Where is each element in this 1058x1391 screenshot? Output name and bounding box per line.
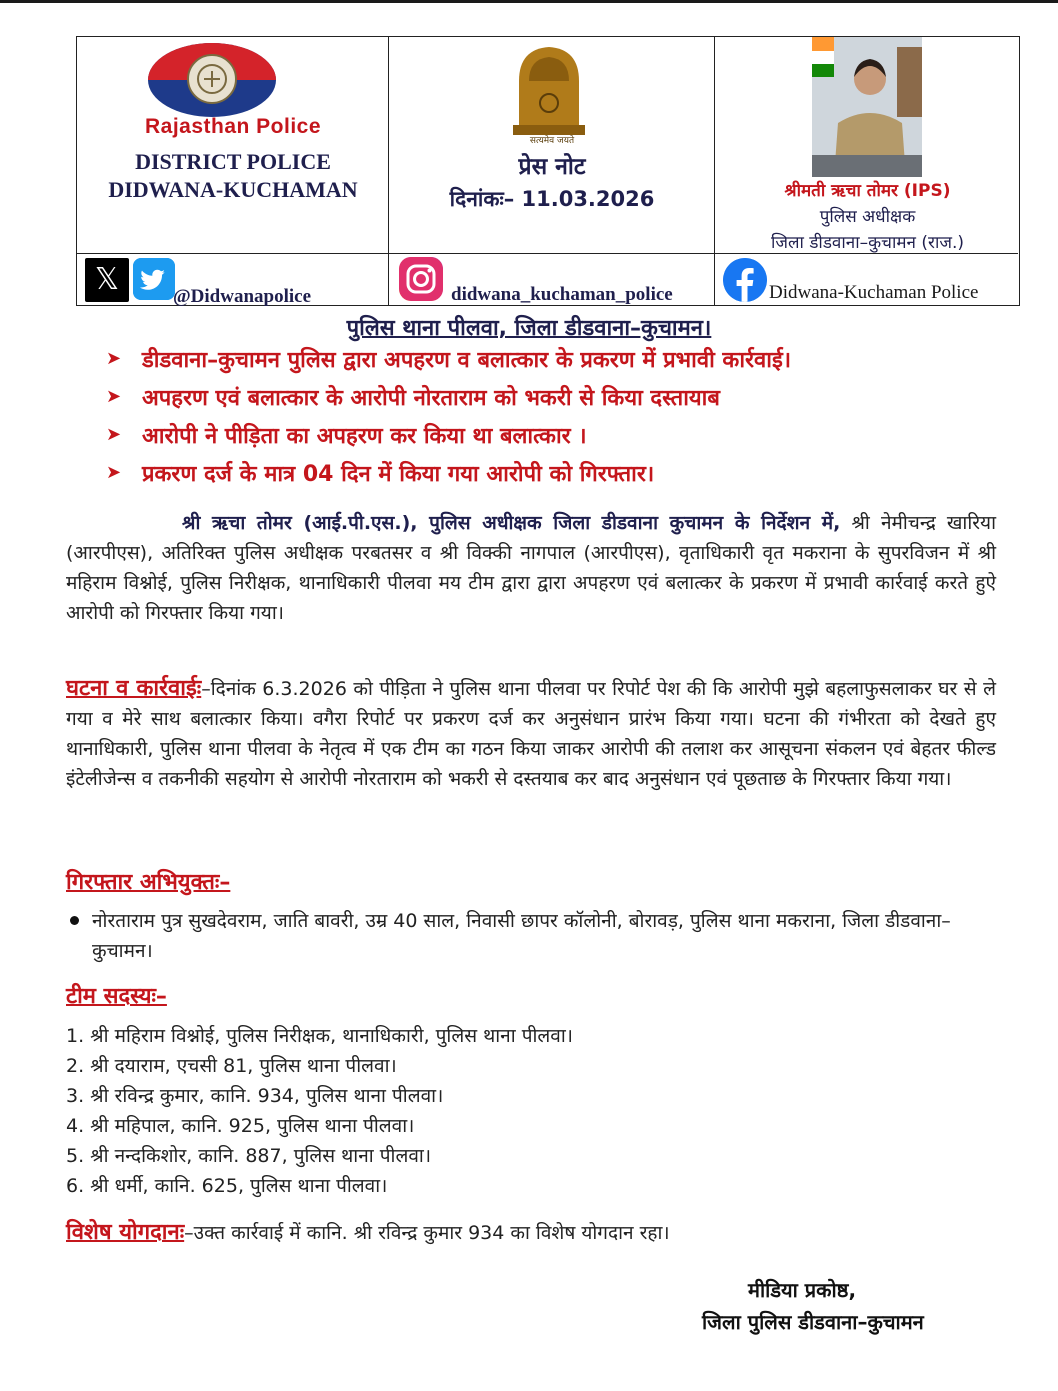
station-heading [0, 312, 1058, 342]
team-member: 4. श्री महिपाल, कानि. 925, पुलिस थाना पीलवा। [66, 1115, 415, 1137]
special-text: –उक्त कार्रवाई में कानि. श्री रविन्द्र कुमार 934 का विशेष योगदान रहा। [184, 1222, 670, 1244]
superintendent-cell [715, 37, 1020, 253]
superintendent-name: श्रीमती ऋचा तोमर (IPS) [784, 181, 951, 201]
facebook-icon [723, 258, 767, 302]
org-name: Rajasthan Police [144, 115, 322, 138]
incident-label: घटना व कार्रवाईः [66, 676, 202, 701]
special-label: विशेष योगदानः [66, 1220, 185, 1245]
top-rule [0, 0, 1058, 3]
team-member: 1. श्री महिराम विश्नोई, पुलिस निरीक्षक, थानाधिकारी, पुलिस थाना पीलवा। [66, 1025, 573, 1047]
x-logo-icon: 𝕏 [85, 258, 129, 302]
signature-line1: मीडिया प्रकोष्ठ, [748, 1278, 857, 1302]
instagram-cell [389, 254, 715, 306]
arrow-bullet-icon: ➤ [106, 386, 122, 407]
highlight-item [106, 344, 1006, 382]
emblem-motto: सत्यमेव जयते [529, 136, 575, 146]
arrested-heading: गिरफ्तार अभियुक्तः– [66, 870, 231, 895]
highlight-item [106, 458, 1006, 496]
superintendent-title: पुलिस अधीक्षक [819, 207, 916, 227]
station-heading-text: पुलिस थाना पीलवा, जिला डीडवाना–कुचामन। [346, 316, 712, 341]
highlight-text: अपहरण एवं बलात्कार के आरोपी नोरताराम को भकरी से किया दस्तायाब [142, 386, 720, 411]
letterhead-table [76, 36, 1020, 306]
facebook-handle[interactable]: Didwana-Kuchaman Police [769, 282, 979, 303]
rajasthan-police-logo-icon [147, 41, 277, 119]
highlight-text: प्रकरण दर्ज के मात्र 04 दिन में किया गया आरोपी को गिरफ्तार। [142, 462, 655, 487]
arrow-bullet-icon: ➤ [106, 424, 122, 445]
special-contribution [66, 1216, 670, 1246]
police-cell [77, 37, 389, 253]
incident-text: –दिनांक 6.3.2026 को पीड़िता ने पुलिस थाना पीलवा पर रिपोर्ट पेश की कि आरोपी मुझे बहलाफुसलाकर घर से ले गया व मेरे साथ बलात्कार किया। वगैरा रिपोर्ट पर प्रकरण दर्ज कर अनुसंधान प्रारंभ किया गया। घटना की गंभीरता को देखते हुए थानाधिकारी, पुलिस थाना पीलवा के नेतृत्व में एक टीम का गठन किया जाकर आरोपी की तलाश कर आसूचना संकलन एवं बेहतर फील्ड इंटेलीजेन्स व तकनीकी सहयोग से आरोपी नोरताराम को भकरी से दस्तयाब कर बाद अनुसंधान एवं पूछताछ के गिरफ्तार किया गया। [66, 678, 996, 790]
twitter-handle[interactable]: @Didwanapolice [173, 286, 312, 307]
press-note-title: प्रेस नोट [518, 154, 586, 180]
team-member: 5. श्री नन्दकिशोर, कानि. 887, पुलिस थाना पीलवा। [66, 1145, 432, 1167]
team-member: 6. श्री धर्मी, कानि. 625, पुलिस थाना पीलवा। [66, 1175, 388, 1197]
intro-body: श्री नेमीचन्द्र खारिया (आरपीएस), अतिरिक्त पुलिस अधीक्षक परबतसर व श्री विक्की नागपाल (आरपीएस), वृताधिकारी वृत मकराना के सुपरविजन में श्री महिराम विश्नोई, पुलिस निरीक्षक, थानाधिकारी पीलवा मय टीम द्वारा द्वारा अपहरण एवं बलात्कर के प्रकरण में प्रभावी कार्रवाई करते हुऐ आरोपी को गिरफ्तार किया गया। [66, 512, 996, 624]
instagram-icon [399, 257, 443, 301]
team-heading: टीम सदस्यः– [66, 984, 167, 1009]
intro-paragraph [66, 508, 996, 628]
instagram-handle[interactable]: didwana_kuchaman_police [451, 284, 673, 305]
highlight-item [106, 382, 1006, 420]
superintendent-photo [812, 37, 922, 177]
team-member: 2. श्री दयाराम, एचसी 81, पुलिस थाना पीलवा। [66, 1055, 397, 1077]
twitter-bird-icon [133, 258, 175, 300]
team-member: 3. श्री रविन्द्र कुमार, कानि. 934, पुलिस थाना पीलवा। [66, 1085, 444, 1107]
national-emblem-icon [499, 41, 599, 147]
press-note-cell [389, 37, 715, 253]
facebook-cell [715, 254, 1018, 306]
bullet-dot-icon [70, 916, 79, 925]
district-name-line: DIDWANA-KUCHAMAN [108, 177, 358, 202]
arrested-item-text: नोरताराम पुत्र सुखदेवराम, जाति बावरी, उम्र 40 साल, निवासी छापर कॉलोनी, बोरावड़, पुलिस थाना मकराना, जिला डीडवाना–कुचामन। [92, 910, 951, 962]
intro-lead: श्री ऋचा तोमर (आई.पी.एस.), पुलिस अधीक्षक जिला डीडवाना कुचामन के निर्देशन में, [182, 512, 841, 534]
social-row [77, 253, 1018, 306]
highlight-text: आरोपी ने पीड़िता का अपहरण कर किया था बलात्कार । [142, 424, 587, 449]
highlight-text: डीडवाना–कुचामन पुलिस द्वारा अपहरण व बलात्कार के प्रकरण में प्रभावी कार्रवाई। [142, 348, 792, 373]
signature-line2: जिला पुलिस डीडवाना–कुचामन [702, 1310, 924, 1334]
highlight-item [106, 420, 1006, 458]
twitter-cell [77, 254, 389, 306]
arrow-bullet-icon: ➤ [106, 348, 122, 369]
incident-paragraph [66, 674, 996, 794]
superintendent-district: जिला डीडवाना–कुचामन (राज.) [770, 233, 965, 253]
arrow-bullet-icon: ➤ [106, 462, 122, 483]
arrested-item [70, 906, 990, 966]
highlights-list [106, 344, 1006, 496]
district-police-line: DISTRICT POLICE [135, 149, 331, 174]
press-note-date: दिनांकः– 11.03.2026 [449, 187, 655, 211]
team-list [66, 1022, 573, 1202]
